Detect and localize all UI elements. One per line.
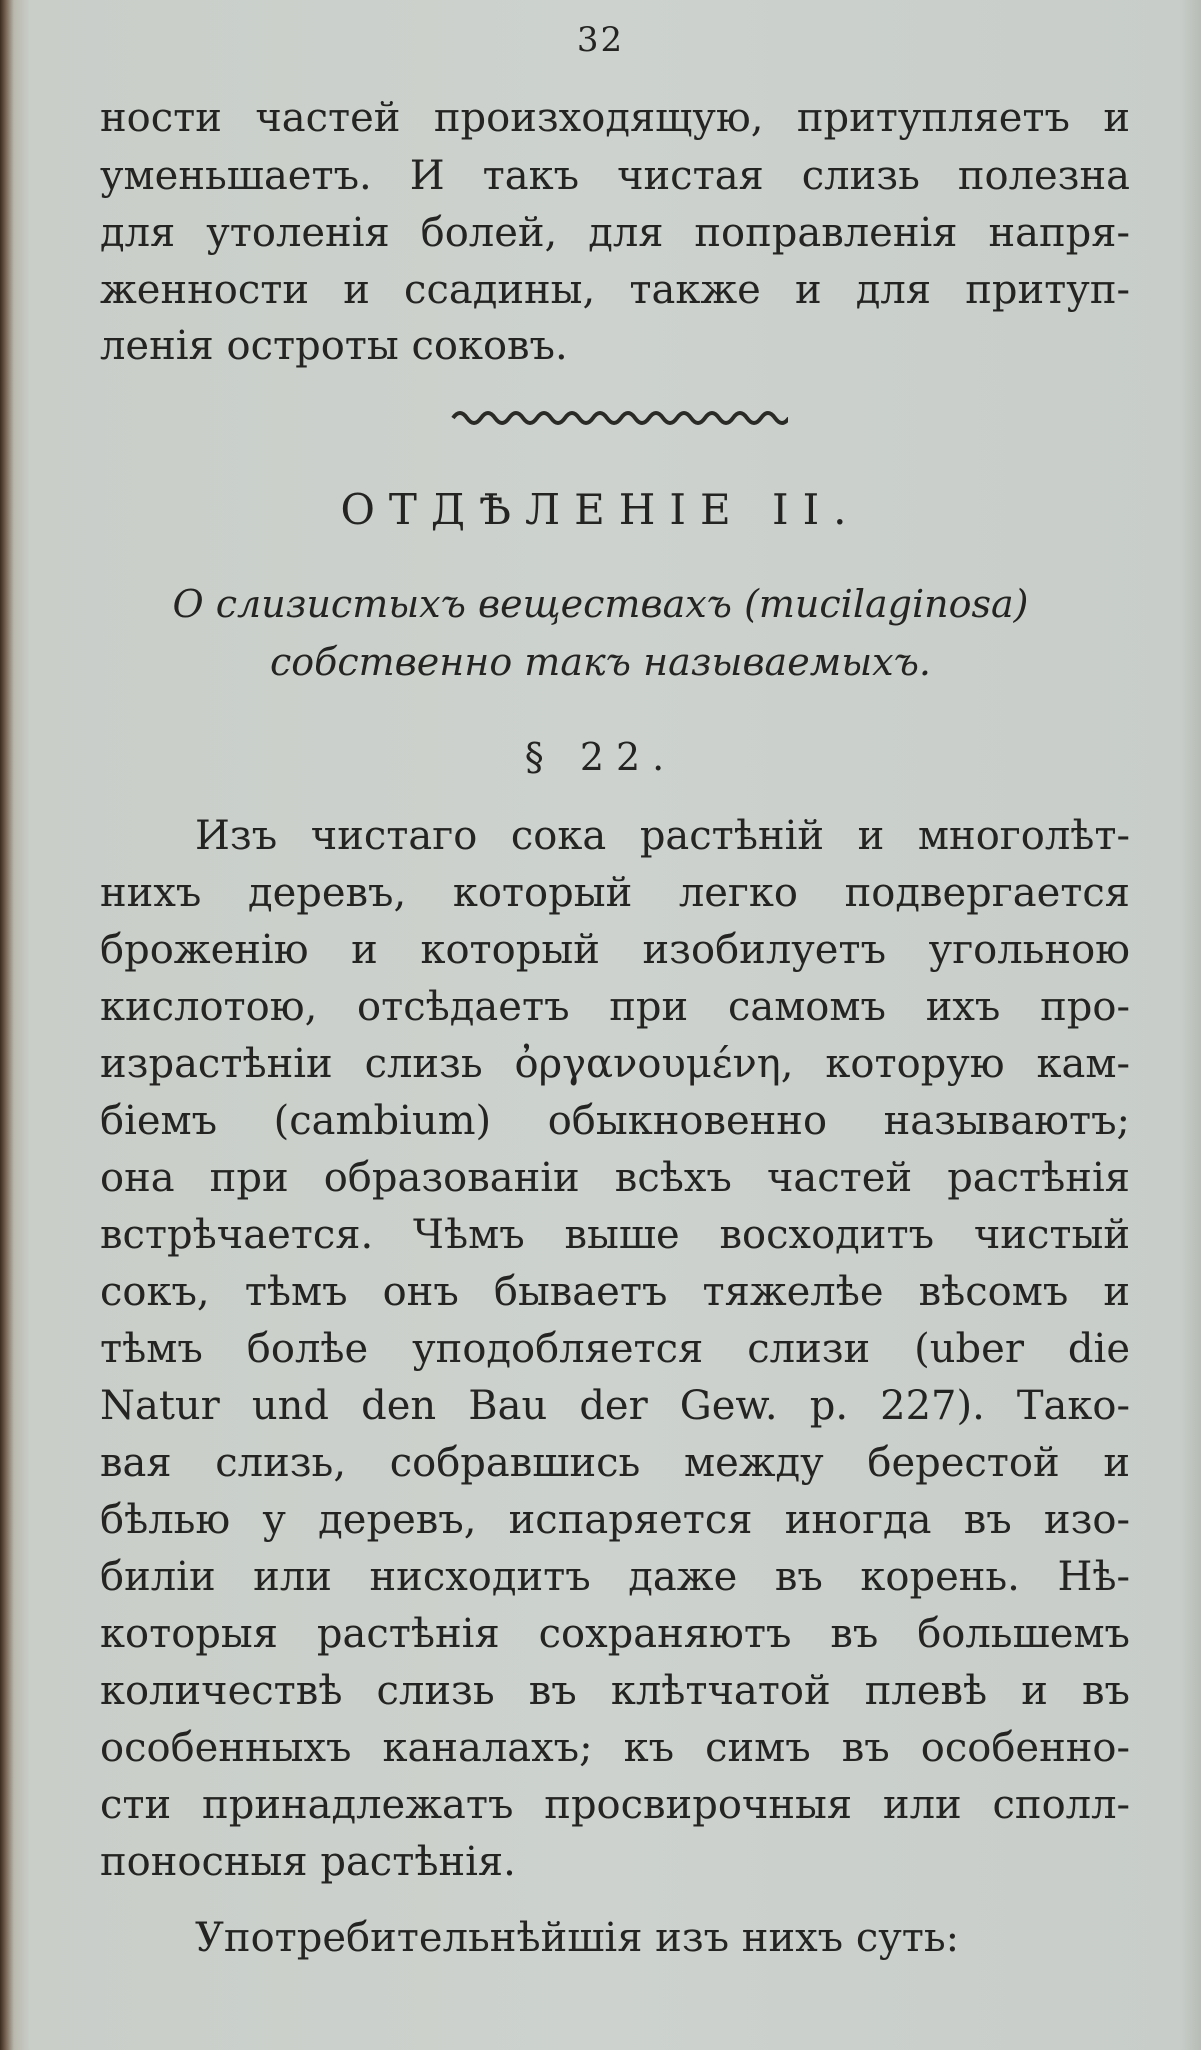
text-line: вая слизь, собравшись между берестой и <box>100 1440 1130 1486</box>
section-subtitle: О слизистыхъ веществахъ (mucilaginosa) <box>172 582 1029 626</box>
text-line: сти принадлежатъ просвирочныя или сполл- <box>100 1782 1130 1828</box>
text-line: кислотою, отсѣдаетъ при самомъ ихъ про- <box>100 984 1130 1030</box>
text-line: уменьшаетъ. И такъ чистая слизь полезна <box>100 153 1130 199</box>
text-line: біемъ (cambium) обыкновенно называютъ; <box>100 1098 1130 1144</box>
text-line: броженію и который изобилуетъ угольною <box>100 927 1130 973</box>
text-line: тѣмъ болѣе уподобляется слизи (uber die <box>100 1326 1130 1372</box>
closing-line: Употребительнѣйшія изъ нихъ суть: <box>195 1915 960 1961</box>
text-line: нихъ деревъ, который легко подвергается <box>100 870 1130 916</box>
text-line: поносныя растѣнія. <box>100 1839 516 1885</box>
text-line: для утоленія болей, для поправленія напря- <box>100 210 1130 256</box>
section-subtitle: собственно такъ называемыхъ. <box>270 640 931 684</box>
section-heading: ОТДѢЛЕНІЕ II. <box>340 485 861 534</box>
page-number: 32 <box>576 20 625 60</box>
text-line: бѣлью у деревъ, испаряется иногда въ изо- <box>100 1497 1130 1543</box>
text-line: она при образованіи всѣхъ частей растѣнія <box>100 1155 1130 1201</box>
text-line: особенныхъ каналахъ; къ симъ въ особенно- <box>100 1725 1130 1771</box>
text-line: израстѣніи слизь ὀργανουμένη, которую кам- <box>100 1041 1130 1087</box>
text-line: Natur und den Bau der Gew. p. 227). Тако- <box>100 1383 1130 1429</box>
text-line: сокъ, тѣмъ онъ бываетъ тяжелѣе вѣсомъ и <box>100 1269 1130 1315</box>
text-line: женности и ссадины, также и для притуп- <box>100 267 1130 313</box>
text-line: биліи или нисходитъ даже въ корень. Нѣ- <box>100 1554 1130 1600</box>
text-line: ленія остроты соковъ. <box>100 323 568 369</box>
text-line: встрѣчается. Чѣмъ выше восходитъ чистый <box>100 1212 1130 1258</box>
paragraph-number: § 22. <box>524 735 677 779</box>
text-line: которыя растѣнія сохраняютъ въ большемъ <box>100 1611 1130 1657</box>
text-line: Изъ чистаго сока растѣній и многолѣт- <box>195 813 1130 859</box>
text-line: ности частей произходящую, притупляетъ и <box>100 95 1130 141</box>
text-line: количествѣ слизь въ клѣтчатой плевѣ и въ <box>100 1668 1130 1714</box>
ornament-divider-icon <box>448 402 788 432</box>
